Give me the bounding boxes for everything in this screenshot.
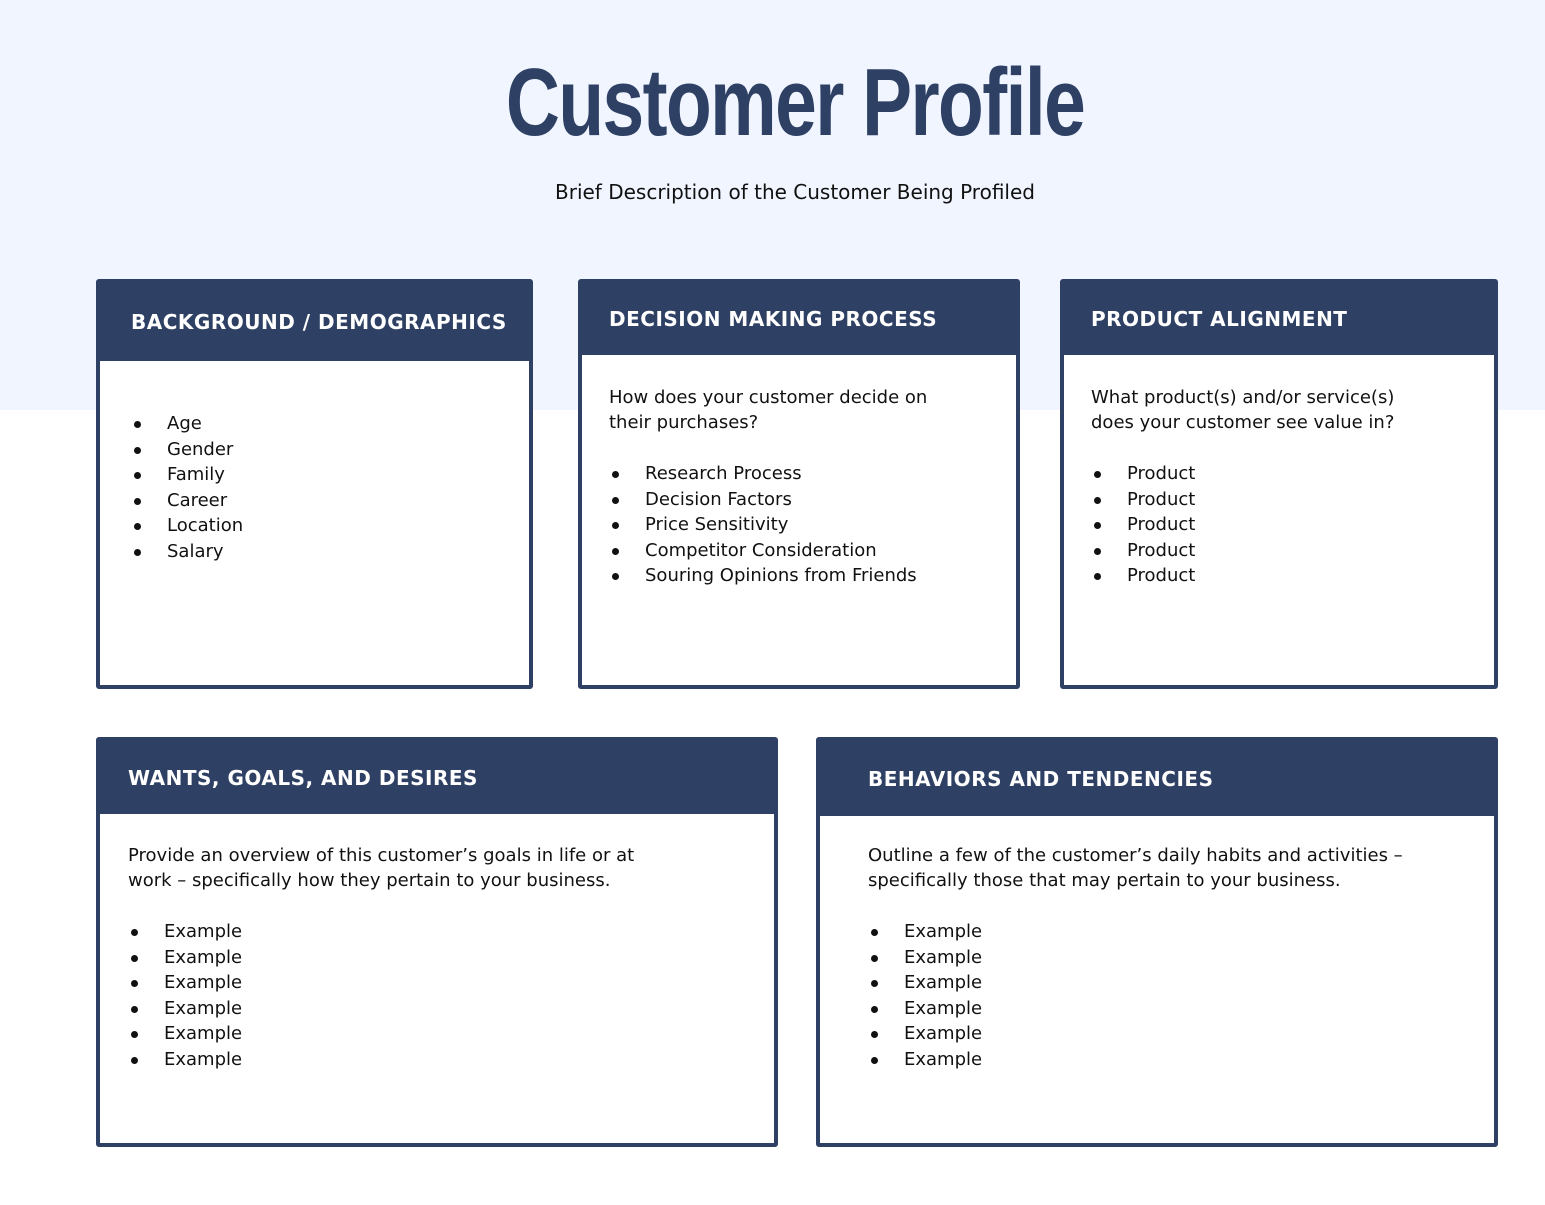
bullet-list: [609, 461, 1016, 589]
card-body: [100, 361, 529, 564]
list-item: Product: [1091, 461, 1494, 487]
list-item: Product: [1091, 538, 1494, 564]
list-item: Example: [868, 1047, 1494, 1073]
list-item: Salary: [131, 539, 529, 565]
list-item: Example: [868, 919, 1494, 945]
card-intro: Provide an overview of this customer’s goals in life or at work – specifically how they pertain to your business.: [128, 845, 635, 891]
card-title: BEHAVIORS AND TENDENCIES: [868, 766, 1214, 791]
card-intro: What product(s) and/or service(s) does your customer see value in?: [1091, 387, 1395, 433]
card-body: [1064, 355, 1494, 589]
card-decision-making-process: [578, 279, 1020, 689]
list-item: Example: [128, 945, 774, 971]
card-header: [582, 283, 1016, 355]
card-header: [1064, 283, 1494, 355]
list-item: Age: [131, 411, 529, 437]
card-header: [100, 741, 774, 814]
list-item: Gender: [131, 437, 529, 463]
list-item: Example: [868, 945, 1494, 971]
list-item: Example: [868, 970, 1494, 996]
card-wants-goals-desires: [96, 737, 778, 1147]
list-item: Example: [128, 996, 774, 1022]
card-intro: How does your customer decide on their purchases?: [609, 387, 928, 433]
card-header: [820, 741, 1494, 816]
list-item: Example: [868, 1021, 1494, 1047]
bullet-list: [131, 411, 529, 564]
card-body: [820, 816, 1494, 1072]
list-item: Example: [128, 919, 774, 945]
card-title: BACKGROUND / DEMOGRAPHICS: [131, 310, 507, 334]
list-item: Decision Factors: [609, 487, 1016, 513]
bullet-list: [868, 919, 1494, 1072]
page-subtitle: Brief Description of the Customer Being Profiled: [555, 180, 1035, 204]
card-body: [100, 814, 774, 1072]
list-item: Example: [128, 970, 774, 996]
list-item: Career: [131, 488, 529, 514]
list-item: Product: [1091, 512, 1494, 538]
card-background-demographics: [96, 279, 533, 689]
card-title: WANTS, GOALS, AND DESIRES: [128, 765, 478, 790]
list-item: Example: [128, 1021, 774, 1047]
list-item: Competitor Consideration: [609, 538, 1016, 564]
page-title: Customer Profile: [505, 49, 1085, 156]
card-product-alignment: [1060, 279, 1498, 689]
card-intro: Outline a few of the customer’s daily habits and activities – specifically those that may pertain to your business.: [868, 845, 1403, 891]
list-item: Price Sensitivity: [609, 512, 1016, 538]
card-body: [582, 355, 1016, 589]
card-title: DECISION MAKING PROCESS: [609, 307, 938, 331]
card-behaviors-tendencies: [816, 737, 1498, 1147]
card-title: PRODUCT ALIGNMENT: [1091, 307, 1348, 331]
list-item: Product: [1091, 563, 1494, 589]
list-item: Example: [128, 1047, 774, 1073]
bullet-list: [128, 919, 774, 1072]
list-item: Product: [1091, 487, 1494, 513]
list-item: Souring Opinions from Friends: [609, 563, 1016, 589]
list-item: Location: [131, 513, 529, 539]
list-item: Research Process: [609, 461, 1016, 487]
card-header: [100, 283, 529, 361]
bullet-list: [1091, 461, 1494, 589]
list-item: Family: [131, 462, 529, 488]
list-item: Example: [868, 996, 1494, 1022]
